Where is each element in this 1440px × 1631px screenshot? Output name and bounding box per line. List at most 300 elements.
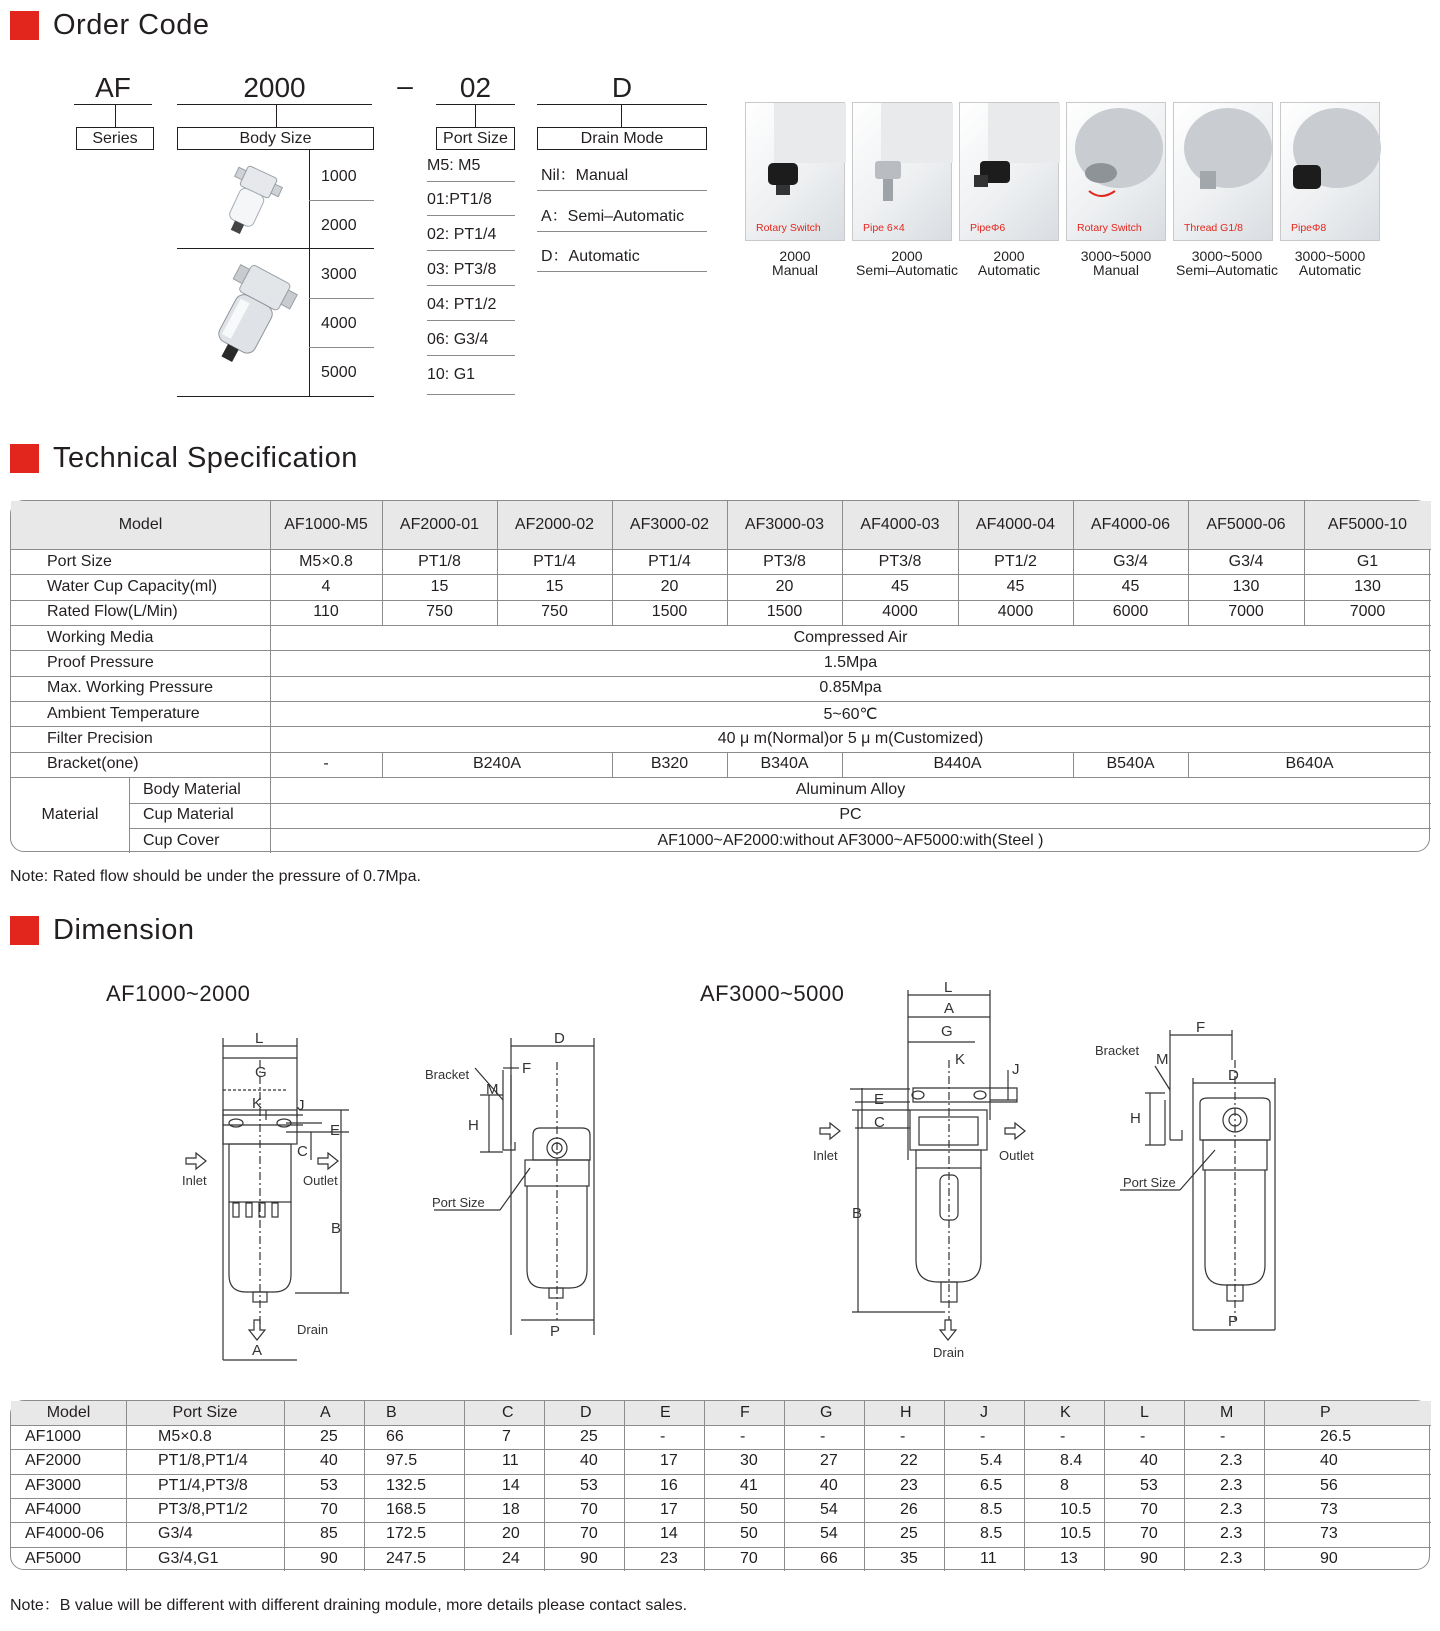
photo-caption: Thread G1/8	[1184, 222, 1243, 234]
dim-cell: 8.5	[980, 1525, 1003, 1543]
spec-cell: 45	[891, 578, 909, 596]
photo-caption: PipeΦ6	[970, 222, 1006, 234]
body-size-row-line	[309, 347, 374, 348]
dim-cell: -	[900, 1428, 906, 1446]
red-square-icon	[10, 11, 39, 40]
photo-caption: Rotary Switch	[1077, 222, 1142, 234]
dim-cell: 85	[320, 1525, 338, 1543]
column-divider	[129, 777, 130, 853]
dim-header-g: G	[820, 1404, 833, 1421]
dim-label-drain: Drain	[297, 1322, 329, 1337]
port-size-03: 03: PT3/8	[427, 261, 497, 278]
spec-material-value: Aluminum Alloy	[795, 780, 906, 798]
dim-cell: 35	[900, 1549, 918, 1567]
spec-cell: G3/4	[1113, 552, 1148, 570]
column-divider	[1188, 752, 1189, 777]
dim-cell: 132.5	[386, 1476, 427, 1494]
dim-header-e: E	[660, 1404, 671, 1421]
spec-note: Note: Rated flow should be under the pressure of 0.7Mpa.	[10, 868, 421, 885]
body-size-4000: 4000	[321, 315, 357, 332]
series-code: AF	[95, 72, 131, 103]
column-divider	[1073, 752, 1074, 777]
photo-mode: Manual	[1093, 262, 1139, 278]
dim-header-m: M	[1220, 1404, 1234, 1421]
dim-label-port-size: Port Size	[432, 1195, 485, 1210]
spec-cell: 6000	[1112, 603, 1149, 621]
dim-cell: 247.5	[386, 1549, 427, 1567]
column-divider	[842, 752, 843, 777]
spec-header-af2000-02: AF2000-02	[514, 516, 595, 533]
photo-mode: Automatic	[1298, 262, 1362, 278]
column-divider	[727, 501, 728, 625]
spec-cell: 45	[1121, 578, 1140, 596]
dim-label-D: D	[1228, 1067, 1239, 1084]
dim-label-J: J	[297, 1097, 305, 1114]
column-divider	[1264, 1401, 1265, 1571]
dim-cell: 41	[740, 1476, 758, 1494]
drawing-large-front-labels	[813, 979, 1034, 1360]
dim-cell: AF3000	[25, 1476, 82, 1494]
port-size-row-line	[427, 181, 515, 182]
dim-cell: -	[1140, 1428, 1146, 1446]
photo-size: 2000	[779, 248, 811, 264]
dim-cell: 14	[660, 1525, 678, 1543]
photo-mode: Automatic	[977, 262, 1041, 278]
dim-cell: 70	[320, 1501, 338, 1519]
dim-cell: 26	[900, 1501, 918, 1519]
column-divider	[497, 501, 498, 625]
dim-cell: 13	[1060, 1549, 1078, 1567]
dim-cell: -	[740, 1428, 746, 1446]
dim-cell: 90	[580, 1549, 598, 1567]
photo-6-caption	[1275, 249, 1385, 277]
dim-header-model: Model	[46, 1404, 91, 1421]
photo-mode: Semi–Automatic	[1176, 262, 1278, 278]
column-divider	[270, 501, 271, 853]
spec-cell: G1	[1356, 552, 1379, 570]
spec-bracket-cell: -	[323, 755, 329, 773]
connector-line	[621, 104, 622, 127]
dim-cell: AF4000-06	[25, 1525, 105, 1543]
dim-cell: 25	[900, 1525, 918, 1543]
dim-cell: 30	[740, 1452, 758, 1470]
column-divider	[958, 501, 959, 625]
spec-header-af4000-03: AF4000-03	[860, 516, 940, 533]
dim-cell: 2.3	[1220, 1549, 1243, 1567]
port-size-04: 04: PT1/2	[427, 296, 497, 313]
spec-cell: 20	[775, 578, 794, 596]
dim-header-a: A	[320, 1404, 331, 1421]
photo-3-caption	[954, 249, 1064, 277]
spec-row-label: Working Media	[47, 628, 154, 646]
dim-cell: 6.5	[980, 1476, 1003, 1494]
spec-cell: 130	[1354, 578, 1381, 596]
port-size-02: 02: PT1/4	[427, 226, 497, 243]
drain-mode-manual: Nil：Manual	[541, 167, 629, 184]
dim-cell: 2.3	[1220, 1501, 1243, 1519]
column-divider	[624, 1401, 625, 1571]
dim-label-inlet: Inlet	[182, 1173, 207, 1188]
dim-label-K: K	[252, 1095, 263, 1112]
body-size-3000: 3000	[321, 266, 357, 283]
spec-cell: 750	[426, 603, 453, 621]
dim-cell: 11	[980, 1549, 997, 1567]
column-divider	[842, 501, 843, 625]
dim-cell: 2.3	[1220, 1525, 1243, 1543]
spec-bracket-cell: B540A	[1106, 755, 1155, 773]
photo-size: 2000	[993, 248, 1025, 264]
column-divider	[464, 1401, 465, 1571]
dim-label-G: G	[941, 1023, 953, 1040]
dim-cell: M5×0.8	[158, 1428, 212, 1446]
photo-1-caption	[740, 249, 850, 277]
spec-span-cell: 0.85Mpa	[819, 679, 882, 697]
photo-5-caption	[1162, 249, 1292, 277]
dim-cell: 70	[580, 1501, 598, 1519]
spec-cell: 110	[313, 603, 339, 621]
body-size-5000: 5000	[321, 364, 357, 381]
port-size-row-line	[427, 394, 515, 395]
dim-cell: 50	[740, 1525, 758, 1543]
dim-cell: 53	[320, 1476, 338, 1494]
drawing-small-side	[434, 1038, 594, 1335]
spec-cell: PT1/4	[648, 552, 691, 570]
port-size-row-line	[427, 215, 515, 216]
body-size-bottom-line	[177, 396, 374, 397]
spec-cell: 20	[660, 578, 679, 596]
column-divider	[864, 1401, 865, 1571]
dim-cell: -	[1060, 1428, 1066, 1446]
dim-cell: 24	[502, 1549, 520, 1567]
spec-cell: 750	[541, 603, 568, 621]
section-title: Order Code	[53, 8, 210, 41]
dim-cell: 73	[1320, 1501, 1338, 1519]
port-size-row-line	[427, 320, 515, 321]
body-size-label: Body Size	[177, 127, 374, 150]
dim-cell: 23	[900, 1476, 918, 1494]
spec-cell: 4000	[997, 603, 1034, 621]
port-size-code: 02	[459, 72, 492, 103]
dim-cell: 66	[820, 1549, 838, 1567]
spec-cell: 4	[321, 578, 331, 596]
spec-cell: M5×0.8	[299, 552, 353, 570]
dim-cell: PT1/8,PT1/4	[158, 1452, 248, 1470]
dim-label-P: P	[550, 1323, 561, 1340]
dim-header-f: F	[740, 1404, 750, 1421]
spec-material-value: PC	[839, 806, 862, 824]
connector-line	[115, 104, 116, 127]
dim-cell: -	[980, 1428, 986, 1446]
dim-cell: PT3/8,PT1/2	[158, 1501, 248, 1519]
dim-label-G: G	[255, 1064, 267, 1081]
dim-label-outlet: Outlet	[303, 1173, 338, 1188]
dim-title-small: AF1000~2000	[106, 981, 251, 1006]
dim-label-A: A	[252, 1342, 263, 1359]
port-size-10: 10: G1	[427, 366, 476, 383]
section-header-order-code	[10, 8, 210, 42]
code-underline	[74, 104, 152, 105]
dim-cell: 25	[320, 1428, 338, 1446]
spec-cell: PT3/8	[878, 552, 922, 570]
spec-table	[10, 500, 1430, 852]
dim-cell: 56	[1320, 1476, 1338, 1494]
spec-cell: 45	[1006, 578, 1025, 596]
drain-photo-1	[745, 102, 845, 241]
spec-bracket-cell: B340A	[760, 755, 809, 773]
spec-cell: 1500	[651, 603, 688, 621]
section-title: Technical Specification	[53, 441, 358, 474]
dim-cell: 23	[660, 1549, 678, 1567]
body-size-1000: 1000	[321, 168, 357, 185]
dim-title-large: AF3000~5000	[700, 981, 845, 1006]
photo-size: 2000	[891, 248, 923, 264]
spec-cell: 15	[545, 578, 564, 596]
dim-label-B: B	[852, 1205, 863, 1222]
dim-cell: 8	[1060, 1476, 1069, 1494]
dim-label-E: E	[330, 1122, 341, 1139]
dim-label-K: K	[955, 1051, 966, 1068]
dim-cell: 97.5	[386, 1452, 418, 1470]
dim-cell: 168.5	[386, 1501, 427, 1519]
dim-cell: 90	[1320, 1549, 1338, 1567]
dim-label-D: D	[554, 1030, 565, 1047]
dim-header-port-size: Port Size	[172, 1404, 238, 1421]
column-divider	[784, 1401, 785, 1571]
column-divider	[284, 1401, 285, 1571]
drawing-small-side-labels	[425, 1030, 565, 1340]
dim-label-bracket: Bracket	[1095, 1043, 1140, 1058]
dim-cell: 90	[320, 1549, 338, 1567]
dim-cell: 90	[1140, 1549, 1158, 1567]
dim-label-outlet: Outlet	[999, 1148, 1034, 1163]
dim-cell: AF2000	[25, 1452, 82, 1470]
drain-mode-row-line	[537, 190, 707, 191]
dim-cell: AF1000	[25, 1428, 82, 1446]
photo-caption: Rotary Switch	[756, 222, 821, 234]
dim-header-j: J	[980, 1404, 988, 1421]
column-divider	[382, 501, 383, 625]
column-divider	[1104, 1401, 1105, 1571]
spec-bracket-cell: B240A	[472, 755, 522, 773]
body-size-row-line	[309, 200, 374, 201]
dim-cell: 10.5	[1060, 1525, 1092, 1543]
section-header-tech-spec	[10, 441, 358, 475]
spec-cell: 4000	[882, 603, 918, 621]
dim-header-l: L	[1140, 1404, 1149, 1421]
dim-header-b: B	[386, 1404, 397, 1421]
port-size-row-line	[427, 355, 515, 356]
spec-row-label: Rated Flow(L/Min)	[47, 603, 178, 621]
photo-size: 3000~5000	[1191, 248, 1263, 264]
dim-label-bracket: Bracket	[425, 1067, 470, 1082]
dim-cell: G3/4	[158, 1525, 193, 1543]
dim-cell: -	[820, 1428, 826, 1446]
dim-cell: 40	[320, 1452, 338, 1470]
dim-cell: G3/4,G1	[158, 1549, 219, 1567]
spec-row-label: Filter Precision	[47, 730, 153, 748]
spec-span-cell: 1.5Mpa	[823, 654, 878, 672]
dim-cell: 20	[502, 1525, 520, 1543]
spec-header-af4000-06: AF4000-06	[1090, 516, 1171, 533]
port-size-row-line	[427, 285, 515, 286]
dim-cell: 70	[580, 1525, 598, 1543]
photo-caption: PipeΦ8	[1291, 222, 1327, 234]
column-divider	[727, 752, 728, 777]
dim-cell: 16	[660, 1476, 678, 1494]
drain-mode-code: D	[611, 72, 633, 103]
connector-line	[475, 104, 476, 127]
dim-cell: 70	[1140, 1525, 1158, 1543]
drawing-small-front	[186, 1038, 349, 1360]
drain-mode-row-line	[537, 271, 707, 272]
spec-material-sublabel: Body Material	[143, 780, 241, 798]
column-divider	[1024, 1401, 1025, 1571]
dim-cell: 2.3	[1220, 1476, 1243, 1494]
column-divider	[1184, 1401, 1185, 1571]
spec-row-label: Port Size	[47, 552, 112, 570]
section-title: Dimension	[53, 913, 195, 946]
dim-header-k: K	[1060, 1404, 1071, 1421]
dim-cell: PT1/4,PT3/8	[158, 1476, 248, 1494]
column-divider	[612, 752, 613, 777]
spec-material-sublabel: Cup Material	[143, 806, 234, 824]
dim-cell: 25	[580, 1428, 598, 1446]
spec-cell: 7000	[1228, 603, 1264, 621]
spec-header-af3000-02: AF3000-02	[629, 516, 710, 533]
dim-label-P: P	[1228, 1313, 1239, 1330]
column-divider	[1188, 501, 1189, 625]
port-size-06: 06: G3/4	[427, 331, 489, 348]
dim-header-p: P	[1320, 1404, 1331, 1421]
dim-label-F: F	[1196, 1019, 1206, 1036]
dim-cell: -	[1220, 1428, 1226, 1446]
dim-cell: 73	[1320, 1525, 1338, 1543]
dim-cell: 40	[820, 1476, 838, 1494]
dim-label-A: A	[944, 1000, 955, 1017]
body-size-code: 2000	[243, 72, 306, 103]
code-dash: –	[397, 70, 413, 101]
dim-cell: 54	[820, 1525, 838, 1543]
dim-label-M: M	[1156, 1051, 1169, 1068]
dim-label-H: H	[468, 1117, 479, 1134]
column-divider	[126, 1401, 127, 1571]
spec-span-cell: Compressed Air	[793, 628, 908, 646]
spec-cell: 15	[430, 578, 449, 596]
dim-cell: -	[660, 1428, 666, 1446]
spec-cell: PT1/8	[418, 552, 461, 570]
dim-cell: 26.5	[1320, 1428, 1352, 1446]
dim-cell: 17	[660, 1452, 678, 1470]
column-divider	[704, 1401, 705, 1571]
dim-label-H: H	[1130, 1110, 1141, 1127]
drain-photo-3	[959, 102, 1059, 241]
spec-material-sublabel: Cup Cover	[143, 831, 220, 849]
large-filter-image	[192, 262, 302, 377]
spec-material-label: Material	[41, 806, 99, 824]
dim-label-B: B	[331, 1220, 342, 1237]
dim-label-L: L	[944, 979, 953, 996]
port-size-m5: M5: M5	[427, 157, 481, 174]
dim-cell: 14	[502, 1476, 520, 1494]
dim-cell: AF4000	[25, 1501, 82, 1519]
spec-row-label: Bracket(one)	[47, 755, 139, 773]
port-size-label: Port Size	[436, 127, 515, 150]
spec-cell: 130	[1232, 578, 1260, 596]
spec-cell: PT1/4	[533, 552, 576, 570]
dim-cell: 53	[580, 1476, 598, 1494]
dimension-table	[10, 1400, 1430, 1570]
dimension-note: Note：B value will be different with different draining module, more details please contact sales.	[10, 1597, 688, 1614]
dim-label-F: F	[522, 1060, 532, 1077]
dim-cell: 10.5	[1060, 1501, 1092, 1519]
spec-row-label: Water Cup Capacity(ml)	[47, 578, 218, 596]
spec-bracket-cell: B640A	[1285, 755, 1334, 773]
photo-4-caption	[1061, 249, 1171, 277]
spec-bracket-cell: B320	[650, 755, 689, 773]
drain-mode-automatic: D：Automatic	[541, 248, 640, 265]
dim-cell: 22	[900, 1452, 918, 1470]
spec-span-cell: 40 μ m(Normal)or 5 μ m(Customized)	[717, 730, 984, 748]
dim-label-M: M	[486, 1081, 499, 1098]
photo-caption: Pipe 6×4	[863, 222, 905, 234]
spec-bracket-cell: B440A	[933, 755, 982, 773]
dim-cell: 70	[740, 1549, 758, 1567]
photo-mode: Manual	[772, 262, 818, 278]
column-divider	[944, 1401, 945, 1571]
dim-label-drain: Drain	[933, 1345, 965, 1360]
red-square-icon	[10, 444, 39, 473]
drain-photo-2	[852, 102, 952, 241]
code-underline	[177, 104, 372, 105]
spec-cell: PT3/8	[763, 552, 806, 570]
dim-cell: 54	[820, 1501, 838, 1519]
dim-label-C: C	[874, 1114, 885, 1131]
body-size-divider	[309, 150, 310, 397]
photo-size: 3000~5000	[1294, 248, 1366, 264]
dim-cell: 50	[740, 1501, 758, 1519]
photo-size: 3000~5000	[1080, 248, 1152, 264]
spec-cell: G3/4	[1228, 552, 1264, 570]
red-square-icon	[10, 916, 39, 945]
port-size-row-line	[427, 250, 515, 251]
dim-cell: 8.4	[1060, 1452, 1083, 1470]
dim-cell: 11	[502, 1452, 519, 1470]
port-size-01: 01:PT1/8	[427, 191, 492, 208]
connector-line	[276, 104, 277, 127]
dim-cell: 2.3	[1220, 1452, 1243, 1470]
spec-cell: PT1/2	[994, 552, 1037, 570]
dim-cell: 5.4	[980, 1452, 1003, 1470]
dim-cell: 40	[1320, 1452, 1338, 1470]
spec-row-label: Max. Working Pressure	[47, 679, 213, 697]
dim-label-inlet: Inlet	[813, 1148, 838, 1163]
series-label: Series	[76, 127, 154, 150]
dim-header-d: D	[580, 1404, 592, 1421]
spec-header-af3000-03: AF3000-03	[744, 516, 825, 533]
spec-header-model: Model	[118, 516, 163, 533]
dim-cell: 17	[660, 1501, 678, 1519]
spec-row-label: Proof Pressure	[47, 654, 154, 672]
dim-cell: AF5000	[25, 1549, 82, 1567]
drain-photo-6	[1280, 102, 1380, 241]
dim-cell: 53	[1140, 1476, 1158, 1494]
drain-mode-row-line	[537, 231, 707, 232]
drain-photo-5	[1173, 102, 1273, 241]
drain-mode-semi: A：Semi–Automatic	[541, 208, 685, 225]
spec-header-af1000-m5: AF1000-M5	[284, 516, 368, 533]
spec-header-af2000-01: AF2000-01	[399, 516, 480, 533]
drawing-small-front-labels	[182, 1030, 341, 1359]
